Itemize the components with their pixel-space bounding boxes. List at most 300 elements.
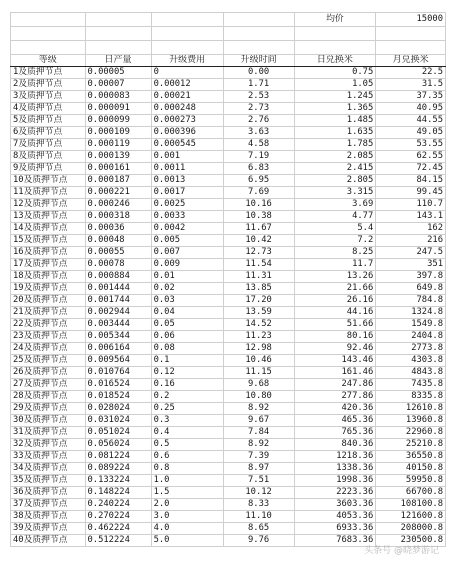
daily-output-cell[interactable]: 0.240224	[85, 499, 151, 511]
daily-output-cell[interactable]: 0.000119	[85, 139, 151, 151]
monthly-exchange-cell[interactable]: 22960.8	[376, 427, 446, 439]
upgrade-time-cell[interactable]: 11.15	[223, 367, 294, 379]
daily-output-cell[interactable]: 0.000109	[85, 127, 151, 139]
monthly-exchange-cell[interactable]: 7435.8	[376, 379, 446, 391]
header-daily-output[interactable]: 日产量	[85, 55, 151, 67]
table-row	[11, 355, 446, 367]
daily-exchange-cell[interactable]: 1.485	[294, 115, 376, 127]
upgrade-cost-cell[interactable]: 0.6	[151, 451, 223, 463]
table-row	[11, 187, 446, 199]
daily-output-cell[interactable]: 0.00036	[85, 223, 151, 235]
empty-cell[interactable]	[294, 27, 376, 41]
upgrade-cost-cell[interactable]: 1.5	[151, 487, 223, 499]
upgrade-cost-cell[interactable]: 0.0013	[151, 175, 223, 187]
daily-exchange-cell[interactable]: 1218.36	[294, 451, 376, 463]
header-row	[11, 55, 446, 67]
upgrade-cost-cell[interactable]: 0.03	[151, 295, 223, 307]
upgrade-time-cell[interactable]: 8.92	[223, 403, 294, 415]
level-cell[interactable]: 28及质押节点	[11, 391, 86, 403]
level-cell[interactable]: 11及质押节点	[11, 187, 86, 199]
level-cell[interactable]: 23及质押节点	[11, 331, 86, 343]
daily-output-cell[interactable]: 0.051024	[85, 427, 151, 439]
upgrade-cost-cell[interactable]: 0.0033	[151, 211, 223, 223]
monthly-exchange-cell[interactable]: 22.5	[376, 67, 446, 79]
daily-output-cell[interactable]: 0.000161	[85, 163, 151, 175]
monthly-exchange-cell[interactable]: 108100.8	[376, 499, 446, 511]
table-row	[11, 259, 446, 271]
daily-exchange-cell[interactable]: 2.085	[294, 151, 376, 163]
table-row	[11, 115, 446, 127]
table-row	[11, 511, 446, 523]
upgrade-cost-cell[interactable]: 0.007	[151, 247, 223, 259]
upgrade-time-cell[interactable]: 10.46	[223, 355, 294, 367]
level-cell[interactable]: 12及质押节点	[11, 199, 86, 211]
monthly-exchange-cell[interactable]: 8335.8	[376, 391, 446, 403]
table-row	[11, 307, 446, 319]
upgrade-cost-cell[interactable]: 0.4	[151, 427, 223, 439]
monthly-exchange-cell[interactable]: 13960.8	[376, 415, 446, 427]
table-row	[11, 175, 446, 187]
level-cell[interactable]: 6及质押节点	[11, 127, 86, 139]
upgrade-time-cell[interactable]: 13.59	[223, 307, 294, 319]
upgrade-cost-cell[interactable]: 0.009	[151, 259, 223, 271]
spreadsheet-table	[10, 12, 446, 547]
level-cell[interactable]: 18及质押节点	[11, 271, 86, 283]
table-row	[11, 487, 446, 499]
upgrade-time-cell[interactable]: 12.98	[223, 343, 294, 355]
daily-output-cell[interactable]: 0.031024	[85, 415, 151, 427]
empty-cell[interactable]	[11, 41, 86, 55]
monthly-exchange-cell[interactable]: 44.55	[376, 115, 446, 127]
monthly-exchange-cell[interactable]: 12610.8	[376, 403, 446, 415]
monthly-exchange-cell[interactable]: 2773.8	[376, 343, 446, 355]
table-row	[11, 403, 446, 415]
level-cell[interactable]: 37及质押节点	[11, 499, 86, 511]
level-cell[interactable]: 39及质押节点	[11, 523, 86, 535]
daily-output-cell[interactable]: 0.000139	[85, 151, 151, 163]
upgrade-time-cell[interactable]: 10.16	[223, 199, 294, 211]
monthly-exchange-cell[interactable]: 2404.8	[376, 331, 446, 343]
upgrade-cost-cell[interactable]: 0.0011	[151, 163, 223, 175]
blank-row	[11, 41, 446, 55]
daily-output-cell[interactable]: 0.005344	[85, 331, 151, 343]
empty-cell[interactable]	[85, 13, 151, 27]
monthly-exchange-cell[interactable]: 31.5	[376, 79, 446, 91]
level-cell[interactable]: 1及质押节点	[11, 67, 86, 79]
empty-cell[interactable]	[151, 41, 223, 55]
upgrade-time-cell[interactable]: 7.84	[223, 427, 294, 439]
daily-output-cell[interactable]: 0.000246	[85, 199, 151, 211]
monthly-exchange-cell[interactable]: 84.15	[376, 175, 446, 187]
daily-output-cell[interactable]: 0.512224	[85, 535, 151, 547]
daily-exchange-cell[interactable]: 1.05	[294, 79, 376, 91]
daily-exchange-cell[interactable]: 21.66	[294, 283, 376, 295]
upgrade-cost-cell[interactable]: 0.05	[151, 319, 223, 331]
upgrade-time-cell[interactable]: 7.39	[223, 451, 294, 463]
upgrade-time-cell[interactable]: 8.92	[223, 439, 294, 451]
daily-exchange-cell[interactable]: 0.75	[294, 67, 376, 79]
level-cell[interactable]: 17及质押节点	[11, 259, 86, 271]
monthly-exchange-cell[interactable]: 4303.8	[376, 355, 446, 367]
upgrade-cost-cell[interactable]: 0.1	[151, 355, 223, 367]
daily-exchange-cell[interactable]: 13.26	[294, 271, 376, 283]
level-cell[interactable]: 25及质押节点	[11, 355, 86, 367]
daily-exchange-cell[interactable]: 2.805	[294, 175, 376, 187]
upgrade-time-cell[interactable]: 10.80	[223, 391, 294, 403]
daily-output-cell[interactable]: 0.00005	[85, 67, 151, 79]
empty-cell[interactable]	[223, 41, 294, 55]
daily-output-cell[interactable]: 0.000318	[85, 211, 151, 223]
empty-cell[interactable]	[151, 13, 223, 27]
upgrade-time-cell[interactable]: 11.67	[223, 223, 294, 235]
daily-output-cell[interactable]: 0.001444	[85, 283, 151, 295]
upgrade-cost-cell[interactable]: 4.0	[151, 523, 223, 535]
monthly-exchange-cell[interactable]: 49.05	[376, 127, 446, 139]
level-cell[interactable]: 38及质押节点	[11, 511, 86, 523]
empty-cell[interactable]	[151, 27, 223, 41]
empty-cell[interactable]	[11, 13, 86, 27]
daily-exchange-cell[interactable]: 3603.36	[294, 499, 376, 511]
daily-output-cell[interactable]: 0.000099	[85, 115, 151, 127]
upgrade-time-cell[interactable]: 11.31	[223, 271, 294, 283]
upgrade-time-cell[interactable]: 11.10	[223, 511, 294, 523]
upgrade-cost-cell[interactable]: 0.16	[151, 379, 223, 391]
level-cell[interactable]: 7及质押节点	[11, 139, 86, 151]
monthly-exchange-cell[interactable]: 784.8	[376, 295, 446, 307]
monthly-exchange-cell[interactable]: 25210.8	[376, 439, 446, 451]
upgrade-time-cell[interactable]: 7.51	[223, 475, 294, 487]
daily-exchange-cell[interactable]: 6933.36	[294, 523, 376, 535]
daily-output-cell[interactable]: 0.00048	[85, 235, 151, 247]
monthly-exchange-cell[interactable]: 110.7	[376, 199, 446, 211]
daily-output-cell[interactable]: 0.056024	[85, 439, 151, 451]
upgrade-time-cell[interactable]: 10.12	[223, 487, 294, 499]
upgrade-time-cell[interactable]: 8.65	[223, 523, 294, 535]
header-monthly-exchange[interactable]: 月兑换米	[376, 55, 446, 67]
daily-exchange-cell[interactable]: 420.36	[294, 403, 376, 415]
level-cell[interactable]: 34及质押节点	[11, 463, 86, 475]
table-row	[11, 223, 446, 235]
upgrade-cost-cell[interactable]: 0	[151, 67, 223, 79]
upgrade-cost-cell[interactable]: 0.12	[151, 367, 223, 379]
table-row	[11, 451, 446, 463]
empty-cell[interactable]	[11, 27, 86, 41]
upgrade-time-cell[interactable]: 9.67	[223, 415, 294, 427]
level-cell[interactable]: 30及质押节点	[11, 415, 86, 427]
upgrade-time-cell[interactable]: 8.33	[223, 499, 294, 511]
upgrade-cost-cell[interactable]: 3.0	[151, 511, 223, 523]
daily-output-cell[interactable]: 0.000083	[85, 91, 151, 103]
daily-exchange-cell[interactable]: 4.77	[294, 211, 376, 223]
upgrade-cost-cell[interactable]: 0.06	[151, 331, 223, 343]
upgrade-cost-cell[interactable]: 0.00012	[151, 79, 223, 91]
monthly-exchange-cell[interactable]: 37.35	[376, 91, 446, 103]
upgrade-cost-cell[interactable]: 0.02	[151, 283, 223, 295]
upgrade-cost-cell[interactable]: 0.5	[151, 439, 223, 451]
monthly-exchange-cell[interactable]: 351	[376, 259, 446, 271]
daily-exchange-cell[interactable]: 92.46	[294, 343, 376, 355]
monthly-exchange-cell[interactable]: 59950.8	[376, 475, 446, 487]
level-cell[interactable]: 31及质押节点	[11, 427, 86, 439]
upgrade-time-cell[interactable]: 12.73	[223, 247, 294, 259]
upgrade-cost-cell[interactable]: 0.8	[151, 463, 223, 475]
table-row	[11, 79, 446, 91]
upgrade-time-cell[interactable]: 9.68	[223, 379, 294, 391]
level-cell[interactable]: 14及质押节点	[11, 223, 86, 235]
daily-exchange-cell[interactable]: 247.86	[294, 379, 376, 391]
daily-output-cell[interactable]: 0.028024	[85, 403, 151, 415]
level-cell[interactable]: 9及质押节点	[11, 163, 86, 175]
daily-exchange-cell[interactable]: 51.66	[294, 319, 376, 331]
table-row	[11, 319, 446, 331]
daily-exchange-cell[interactable]: 2.415	[294, 163, 376, 175]
upgrade-cost-cell[interactable]: 0.01	[151, 271, 223, 283]
daily-output-cell[interactable]: 0.000091	[85, 103, 151, 115]
monthly-exchange-cell[interactable]: 162	[376, 223, 446, 235]
upgrade-cost-cell[interactable]: 0.0025	[151, 199, 223, 211]
table-row	[11, 283, 446, 295]
average-price-row	[11, 13, 446, 27]
table-row	[11, 211, 446, 223]
table-row	[11, 91, 446, 103]
upgrade-time-cell[interactable]: 2.53	[223, 91, 294, 103]
daily-exchange-cell[interactable]: 26.16	[294, 295, 376, 307]
monthly-exchange-cell[interactable]: 1549.8	[376, 319, 446, 331]
monthly-exchange-cell[interactable]: 121600.8	[376, 511, 446, 523]
upgrade-cost-cell[interactable]: 0.000273	[151, 115, 223, 127]
table-row	[11, 199, 446, 211]
level-cell[interactable]: 27及质押节点	[11, 379, 86, 391]
daily-output-cell[interactable]: 0.006164	[85, 343, 151, 355]
daily-output-cell[interactable]: 0.089224	[85, 463, 151, 475]
monthly-exchange-cell[interactable]: 230500.8	[376, 535, 446, 547]
daily-output-cell[interactable]: 0.00007	[85, 79, 151, 91]
daily-output-cell[interactable]: 0.081224	[85, 451, 151, 463]
daily-exchange-cell[interactable]: 2223.36	[294, 487, 376, 499]
upgrade-cost-cell[interactable]: 0.2	[151, 391, 223, 403]
upgrade-time-cell[interactable]: 4.58	[223, 139, 294, 151]
upgrade-time-cell[interactable]: 1.71	[223, 79, 294, 91]
daily-exchange-cell[interactable]: 1.245	[294, 91, 376, 103]
table-row	[11, 127, 446, 139]
header-upgrade-cost[interactable]: 升级费用	[151, 55, 223, 67]
average-price-label[interactable]: 均价	[294, 13, 376, 27]
average-price-value[interactable]: 15000	[376, 13, 446, 27]
upgrade-cost-cell[interactable]: 2.0	[151, 499, 223, 511]
level-cell[interactable]: 2及质押节点	[11, 79, 86, 91]
empty-cell[interactable]	[223, 13, 294, 27]
upgrade-time-cell[interactable]: 17.20	[223, 295, 294, 307]
upgrade-time-cell[interactable]: 11.23	[223, 331, 294, 343]
level-cell[interactable]: 35及质押节点	[11, 475, 86, 487]
upgrade-cost-cell[interactable]: 0.000545	[151, 139, 223, 151]
monthly-exchange-cell[interactable]: 36550.8	[376, 451, 446, 463]
daily-exchange-cell[interactable]: 80.16	[294, 331, 376, 343]
level-cell[interactable]: 40及质押节点	[11, 535, 86, 547]
daily-output-cell[interactable]: 0.00078	[85, 259, 151, 271]
table-row	[11, 247, 446, 259]
monthly-exchange-cell[interactable]: 143.1	[376, 211, 446, 223]
upgrade-time-cell[interactable]: 11.54	[223, 259, 294, 271]
level-cell[interactable]: 32及质押节点	[11, 439, 86, 451]
level-cell[interactable]: 29及质押节点	[11, 403, 86, 415]
table-row	[11, 499, 446, 511]
level-cell[interactable]: 36及质押节点	[11, 487, 86, 499]
monthly-exchange-cell[interactable]: 53.55	[376, 139, 446, 151]
monthly-exchange-cell[interactable]: 247.5	[376, 247, 446, 259]
level-cell[interactable]: 20及质押节点	[11, 295, 86, 307]
empty-cell[interactable]	[223, 27, 294, 41]
level-cell[interactable]: 13及质押节点	[11, 211, 86, 223]
daily-exchange-cell[interactable]: 1338.36	[294, 463, 376, 475]
upgrade-time-cell[interactable]: 10.38	[223, 211, 294, 223]
daily-output-cell[interactable]: 0.000221	[85, 187, 151, 199]
level-cell[interactable]: 5及质押节点	[11, 115, 86, 127]
table-row	[11, 523, 446, 535]
level-cell[interactable]: 10及质押节点	[11, 175, 86, 187]
daily-exchange-cell[interactable]: 7.2	[294, 235, 376, 247]
table-row	[11, 463, 446, 475]
monthly-exchange-cell[interactable]: 99.45	[376, 187, 446, 199]
upgrade-time-cell[interactable]: 0.00	[223, 67, 294, 79]
table-row	[11, 103, 446, 115]
upgrade-cost-cell[interactable]: 5.0	[151, 535, 223, 547]
upgrade-cost-cell[interactable]: 0.08	[151, 343, 223, 355]
upgrade-time-cell[interactable]: 8.97	[223, 463, 294, 475]
level-cell[interactable]: 8及质押节点	[11, 151, 86, 163]
daily-output-cell[interactable]: 0.148224	[85, 487, 151, 499]
daily-exchange-cell[interactable]: 5.4	[294, 223, 376, 235]
daily-exchange-cell[interactable]: 1.635	[294, 127, 376, 139]
header-daily-exchange[interactable]: 日兑换米	[294, 55, 376, 67]
empty-cell[interactable]	[376, 41, 446, 55]
daily-exchange-cell[interactable]: 1.785	[294, 139, 376, 151]
table-row	[11, 367, 446, 379]
table-row	[11, 379, 446, 391]
upgrade-time-cell[interactable]: 2.73	[223, 103, 294, 115]
daily-output-cell[interactable]: 0.000884	[85, 271, 151, 283]
upgrade-cost-cell[interactable]: 0.25	[151, 403, 223, 415]
upgrade-cost-cell[interactable]: 0.005	[151, 235, 223, 247]
upgrade-cost-cell[interactable]: 1.0	[151, 475, 223, 487]
upgrade-cost-cell[interactable]: 0.3	[151, 415, 223, 427]
daily-exchange-cell[interactable]: 277.86	[294, 391, 376, 403]
daily-output-cell[interactable]: 0.018524	[85, 391, 151, 403]
level-cell[interactable]: 15及质押节点	[11, 235, 86, 247]
upgrade-cost-cell[interactable]: 0.001	[151, 151, 223, 163]
empty-cell[interactable]	[376, 27, 446, 41]
empty-cell[interactable]	[294, 41, 376, 55]
daily-output-cell[interactable]: 0.133224	[85, 475, 151, 487]
upgrade-time-cell[interactable]: 6.83	[223, 163, 294, 175]
empty-cell[interactable]	[85, 27, 151, 41]
upgrade-time-cell[interactable]: 13.85	[223, 283, 294, 295]
daily-exchange-cell[interactable]: 161.46	[294, 367, 376, 379]
upgrade-cost-cell[interactable]: 0.00021	[151, 91, 223, 103]
upgrade-time-cell[interactable]: 10.42	[223, 235, 294, 247]
daily-exchange-cell[interactable]: 3.69	[294, 199, 376, 211]
monthly-exchange-cell[interactable]: 397.8	[376, 271, 446, 283]
level-cell[interactable]: 21及质押节点	[11, 307, 86, 319]
daily-exchange-cell[interactable]: 840.36	[294, 439, 376, 451]
monthly-exchange-cell[interactable]: 66700.8	[376, 487, 446, 499]
daily-output-cell[interactable]: 0.000187	[85, 175, 151, 187]
level-cell[interactable]: 22及质押节点	[11, 319, 86, 331]
level-cell[interactable]: 26及质押节点	[11, 367, 86, 379]
table-row	[11, 475, 446, 487]
upgrade-time-cell[interactable]: 3.63	[223, 127, 294, 139]
daily-output-cell[interactable]: 0.001744	[85, 295, 151, 307]
daily-exchange-cell[interactable]: 765.36	[294, 427, 376, 439]
upgrade-time-cell[interactable]: 14.52	[223, 319, 294, 331]
daily-exchange-cell[interactable]: 7683.36	[294, 535, 376, 547]
daily-output-cell[interactable]: 0.270224	[85, 511, 151, 523]
header-upgrade-time[interactable]: 升级时间	[223, 55, 294, 67]
monthly-exchange-cell[interactable]: 1324.8	[376, 307, 446, 319]
daily-exchange-cell[interactable]: 4053.36	[294, 511, 376, 523]
daily-output-cell[interactable]: 0.003444	[85, 319, 151, 331]
table-row	[11, 391, 446, 403]
level-cell[interactable]: 4及质押节点	[11, 103, 86, 115]
daily-exchange-cell[interactable]: 1.365	[294, 103, 376, 115]
daily-exchange-cell[interactable]: 44.16	[294, 307, 376, 319]
monthly-exchange-cell[interactable]: 4843.8	[376, 367, 446, 379]
monthly-exchange-cell[interactable]: 649.8	[376, 283, 446, 295]
monthly-exchange-cell[interactable]: 208000.8	[376, 523, 446, 535]
table-row	[11, 415, 446, 427]
monthly-exchange-cell[interactable]: 62.55	[376, 151, 446, 163]
upgrade-cost-cell[interactable]: 0.0042	[151, 223, 223, 235]
level-cell[interactable]: 33及质押节点	[11, 451, 86, 463]
daily-output-cell[interactable]: 0.462224	[85, 523, 151, 535]
daily-output-cell[interactable]: 0.016524	[85, 379, 151, 391]
upgrade-cost-cell[interactable]: 0.0017	[151, 187, 223, 199]
daily-output-cell[interactable]: 0.002944	[85, 307, 151, 319]
level-cell[interactable]: 19及质押节点	[11, 283, 86, 295]
monthly-exchange-cell[interactable]: 216	[376, 235, 446, 247]
monthly-exchange-cell[interactable]: 72.45	[376, 163, 446, 175]
level-cell[interactable]: 16及质押节点	[11, 247, 86, 259]
upgrade-cost-cell[interactable]: 0.04	[151, 307, 223, 319]
monthly-exchange-cell[interactable]: 40.95	[376, 103, 446, 115]
table-row	[11, 331, 446, 343]
level-cell[interactable]: 24及质押节点	[11, 343, 86, 355]
daily-exchange-cell[interactable]: 3.315	[294, 187, 376, 199]
daily-output-cell[interactable]: 0.009564	[85, 355, 151, 367]
empty-cell[interactable]	[85, 41, 151, 55]
daily-exchange-cell[interactable]: 143.46	[294, 355, 376, 367]
level-cell[interactable]: 3及质押节点	[11, 91, 86, 103]
upgrade-time-cell[interactable]: 6.95	[223, 175, 294, 187]
upgrade-time-cell[interactable]: 2.76	[223, 115, 294, 127]
upgrade-time-cell[interactable]: 7.69	[223, 187, 294, 199]
header-level[interactable]: 等级	[11, 55, 86, 67]
daily-exchange-cell[interactable]: 1998.36	[294, 475, 376, 487]
daily-output-cell[interactable]: 0.010764	[85, 367, 151, 379]
daily-exchange-cell[interactable]: 11.7	[294, 259, 376, 271]
daily-output-cell[interactable]: 0.00055	[85, 247, 151, 259]
upgrade-time-cell[interactable]: 9.76	[223, 535, 294, 547]
blank-row	[11, 27, 446, 41]
daily-exchange-cell[interactable]: 465.36	[294, 415, 376, 427]
table-row	[11, 235, 446, 247]
upgrade-time-cell[interactable]: 7.19	[223, 151, 294, 163]
sheet-body	[11, 13, 446, 547]
daily-exchange-cell[interactable]: 8.25	[294, 247, 376, 259]
upgrade-cost-cell[interactable]: 0.000396	[151, 127, 223, 139]
monthly-exchange-cell[interactable]: 40150.8	[376, 463, 446, 475]
upgrade-cost-cell[interactable]: 0.000248	[151, 103, 223, 115]
